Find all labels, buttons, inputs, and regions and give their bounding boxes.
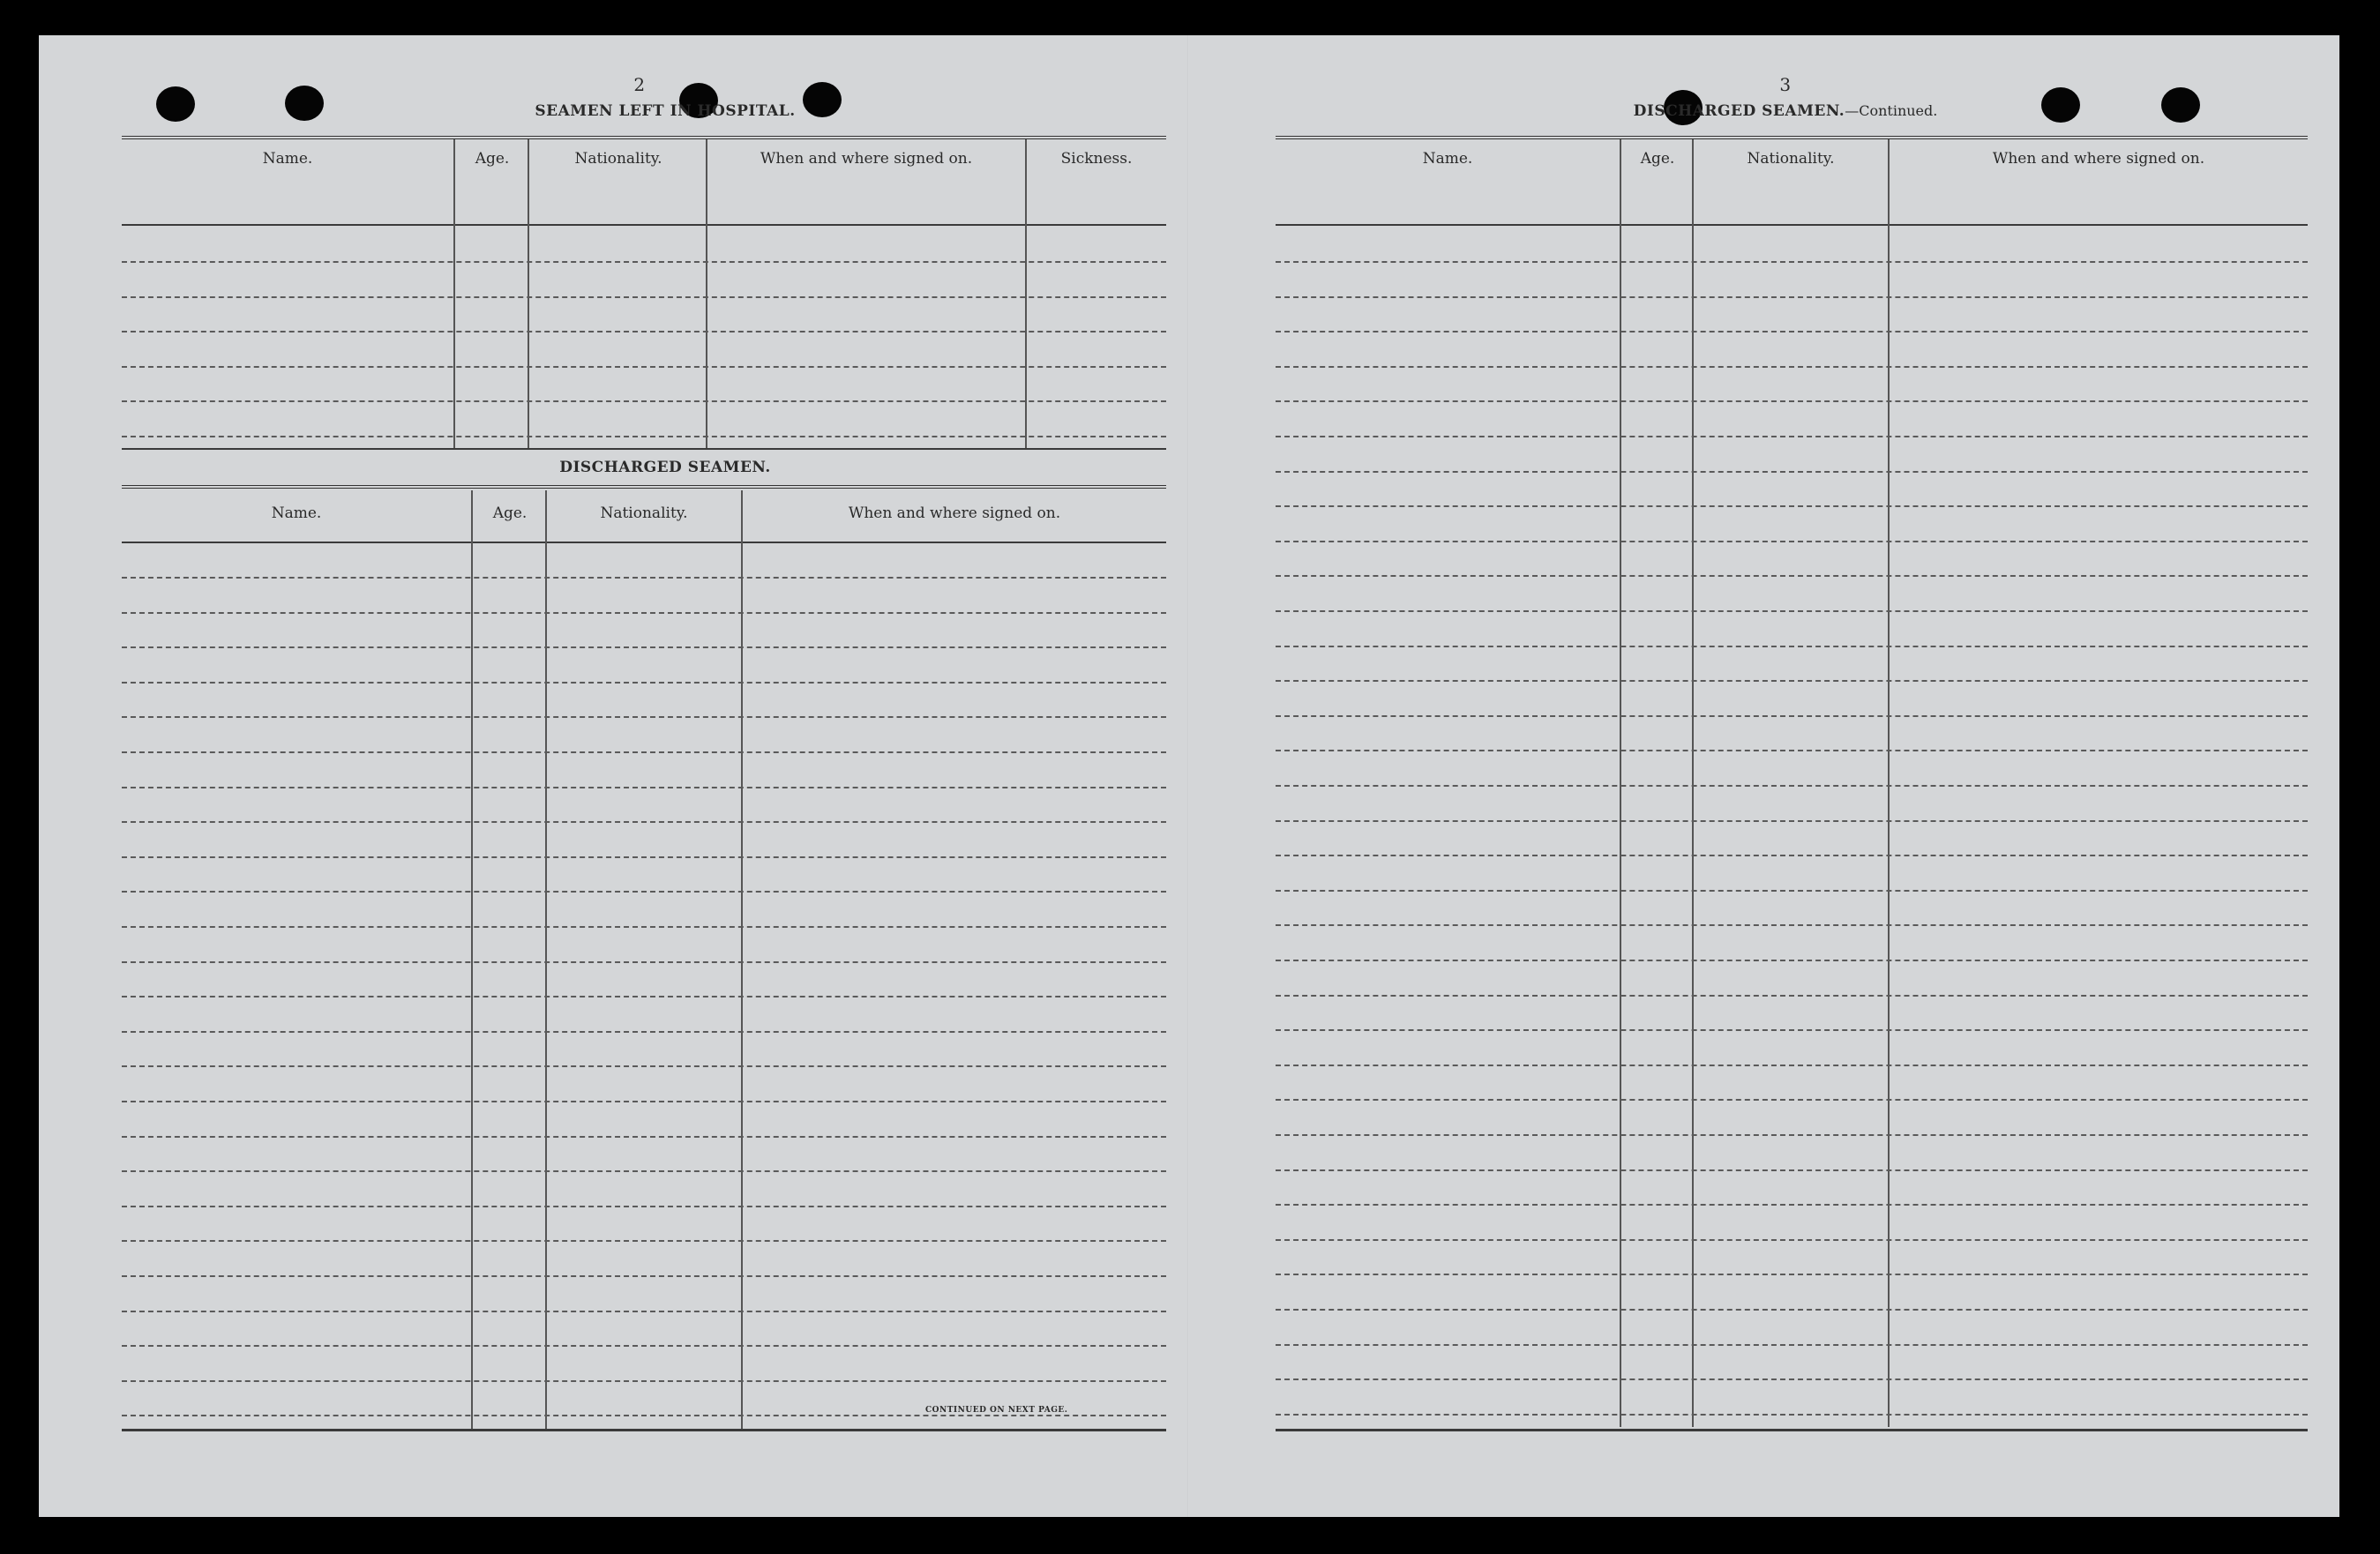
blank-entry-row bbox=[1276, 1274, 2308, 1275]
blank-entry-row bbox=[122, 436, 1166, 437]
blank-entry-row bbox=[122, 1206, 1166, 1207]
column-header-age: Age. bbox=[475, 150, 510, 168]
column-header-nationality: Nationality. bbox=[1747, 150, 1835, 168]
blank-entry-row bbox=[122, 1170, 1166, 1172]
blank-entry-row bbox=[122, 1345, 1166, 1347]
page-2 bbox=[39, 35, 1189, 1517]
page-number: 3 bbox=[1779, 74, 1792, 95]
table-bottom-rule bbox=[1276, 1429, 2308, 1431]
blank-entry-row bbox=[122, 400, 1166, 402]
blank-entry-row bbox=[1276, 1099, 2308, 1101]
hospital-table bbox=[122, 139, 1166, 450]
blank-entry-row bbox=[1276, 261, 2308, 263]
blank-entry-row bbox=[1276, 1309, 2308, 1311]
blank-entry-row bbox=[122, 331, 1166, 332]
blank-entry-row bbox=[122, 961, 1166, 963]
discharged-table bbox=[122, 490, 1166, 1432]
blank-entry-row bbox=[1276, 646, 2308, 647]
column-header-rule bbox=[1276, 224, 2308, 226]
blank-entry-row bbox=[122, 1415, 1166, 1416]
blank-entry-row bbox=[1276, 1134, 2308, 1136]
blank-entry-row bbox=[122, 821, 1166, 823]
blank-entry-row bbox=[122, 1031, 1166, 1033]
column-header-sickness: Sickness. bbox=[1060, 150, 1133, 168]
blank-entry-row bbox=[122, 787, 1166, 788]
blank-entry-row bbox=[1276, 1414, 2308, 1416]
blank-entry-row bbox=[122, 296, 1166, 298]
blank-entry-row bbox=[122, 926, 1166, 928]
blank-entry-row bbox=[1276, 785, 2308, 787]
column-header-rule bbox=[122, 224, 1166, 226]
blank-entry-row bbox=[122, 577, 1166, 579]
blank-entry-row bbox=[122, 1101, 1166, 1102]
blank-entry-row bbox=[1276, 505, 2308, 507]
page-3 bbox=[1189, 35, 2339, 1517]
blank-entry-row bbox=[1276, 331, 2308, 332]
section-title-text: DISCHARGED SEAMEN. bbox=[1633, 102, 1845, 120]
blank-entry-row bbox=[1276, 400, 2308, 402]
discharged-section-title: DISCHARGED SEAMEN. bbox=[559, 459, 771, 476]
blank-entry-row bbox=[1276, 1344, 2308, 1346]
discharged-continued-title bbox=[1556, 102, 2015, 120]
blank-entry-row bbox=[1276, 715, 2308, 717]
blank-entry-row bbox=[122, 1275, 1166, 1277]
blank-entry-row bbox=[1276, 541, 2308, 542]
blank-entry-row bbox=[122, 996, 1166, 997]
hospital-section-title: SEAMEN LEFT IN HOSPITAL. bbox=[535, 102, 796, 120]
punch-hole bbox=[156, 86, 195, 122]
blank-entry-row bbox=[1276, 960, 2308, 961]
punch-hole bbox=[285, 86, 324, 121]
column-header-name: Name. bbox=[262, 150, 313, 168]
document-sheet bbox=[39, 35, 2339, 1517]
page-number: 2 bbox=[633, 74, 646, 95]
blank-entry-row bbox=[1276, 1378, 2308, 1380]
blank-entry-row bbox=[1276, 610, 2308, 612]
column-header-signed-on: When and where signed on. bbox=[760, 150, 973, 168]
column-header-age: Age. bbox=[1640, 150, 1675, 168]
blank-entry-row bbox=[1276, 995, 2308, 997]
blank-entry-row bbox=[122, 366, 1166, 368]
blank-entry-row bbox=[122, 751, 1166, 753]
blank-entry-row bbox=[1276, 820, 2308, 822]
blank-entry-row bbox=[1276, 855, 2308, 856]
blank-entry-row bbox=[1276, 296, 2308, 298]
blank-entry-row bbox=[122, 1380, 1166, 1382]
blank-entry-row bbox=[1276, 366, 2308, 368]
blank-entry-row bbox=[122, 261, 1166, 263]
discharged-continued-table bbox=[1276, 139, 2308, 1427]
column-header-signed-on: When and where signed on. bbox=[1992, 150, 2205, 168]
blank-entry-row bbox=[1276, 575, 2308, 577]
column-header-name: Name. bbox=[1422, 150, 1473, 168]
blank-entry-row bbox=[122, 612, 1166, 614]
blank-entry-row bbox=[1276, 1029, 2308, 1031]
table-bottom-rule bbox=[122, 1429, 1166, 1431]
blank-entry-row bbox=[1276, 1169, 2308, 1171]
blank-entry-row bbox=[1276, 471, 2308, 473]
blank-entry-row bbox=[122, 1311, 1166, 1312]
blank-entry-row bbox=[122, 891, 1166, 893]
blank-entry-row bbox=[122, 1136, 1166, 1138]
column-header-rule bbox=[122, 542, 1166, 543]
section-title-suffix: —Continued. bbox=[1845, 102, 1938, 119]
blank-entry-row bbox=[122, 856, 1166, 858]
punch-hole bbox=[2041, 87, 2080, 123]
blank-entry-row bbox=[1276, 1239, 2308, 1241]
column-header-name: Name. bbox=[271, 504, 322, 522]
section-rule bbox=[122, 448, 1166, 450]
blank-entry-row bbox=[1276, 436, 2308, 437]
blank-entry-row bbox=[122, 1065, 1166, 1067]
blank-entry-row bbox=[1276, 750, 2308, 751]
blank-entry-row bbox=[1276, 1204, 2308, 1206]
column-header-signed-on: When and where signed on. bbox=[848, 504, 1061, 522]
column-header-nationality: Nationality. bbox=[574, 150, 662, 168]
punch-hole bbox=[2161, 87, 2200, 123]
blank-entry-row bbox=[122, 716, 1166, 718]
blank-entry-row bbox=[1276, 680, 2308, 682]
blank-entry-row bbox=[1276, 924, 2308, 926]
blank-entry-row bbox=[122, 1240, 1166, 1242]
blank-entry-row bbox=[122, 646, 1166, 648]
column-header-nationality: Nationality. bbox=[600, 504, 688, 522]
continued-footnote: CONTINUED ON NEXT PAGE. bbox=[925, 1406, 1068, 1415]
blank-entry-row bbox=[1276, 890, 2308, 892]
column-header-age: Age. bbox=[492, 504, 528, 522]
blank-entry-row bbox=[122, 682, 1166, 684]
blank-entry-row bbox=[1276, 1065, 2308, 1066]
